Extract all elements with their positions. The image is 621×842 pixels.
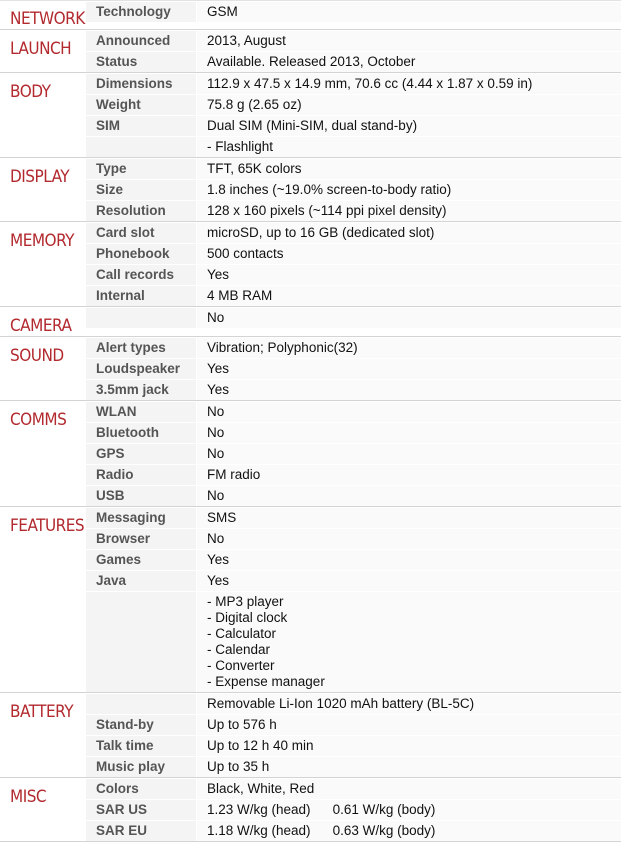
spec-label: Stand-by (86, 715, 196, 735)
spec-row (86, 115, 621, 136)
spec-section-battery (0, 693, 621, 778)
spec-row (86, 549, 621, 570)
spec-row (86, 756, 621, 777)
spec-value: GSM (196, 2, 621, 22)
spec-row (86, 358, 621, 379)
spec-value-head: 1.18 W/kg (head) (207, 823, 311, 838)
spec-section-misc (0, 778, 621, 842)
spec-label: Alert types (86, 338, 196, 358)
spec-value: SMS (196, 508, 621, 528)
spec-value (196, 821, 621, 841)
section-rows (86, 778, 621, 841)
spec-value: No (196, 529, 621, 549)
spec-row (86, 422, 621, 443)
spec-value: No (196, 402, 621, 422)
spec-value: 75.8 g (2.65 oz) (196, 95, 621, 115)
spec-row (86, 735, 621, 756)
spec-row (86, 507, 621, 528)
spec-label: Bluetooth (86, 423, 196, 443)
section-rows (86, 337, 621, 400)
spec-label: SIM (86, 116, 196, 136)
spec-section-comms (0, 401, 621, 507)
section-title: MEMORY (10, 231, 74, 251)
spec-label: Internal (86, 286, 196, 306)
spec-label: Call records (86, 265, 196, 285)
spec-value: Yes (196, 359, 621, 379)
spec-value (196, 800, 621, 820)
section-title: BATTERY (10, 702, 74, 722)
spec-label: Talk time (86, 736, 196, 756)
section-rows (86, 307, 621, 336)
spec-value: 4 MB RAM (196, 286, 621, 306)
spec-row (86, 30, 621, 51)
spec-section-memory (0, 222, 621, 307)
spec-section-launch (0, 30, 621, 73)
spec-label: Announced (86, 31, 196, 51)
section-rows (86, 158, 621, 221)
section-rows (86, 401, 621, 506)
feature-line: - MP3 player (207, 594, 284, 609)
spec-value-body: 0.61 W/kg (body) (332, 802, 436, 817)
spec-row (86, 73, 621, 94)
feature-line: - Calculator (207, 626, 277, 641)
spec-value: 500 contacts (196, 244, 621, 264)
spec-label: Resolution (86, 201, 196, 221)
spec-section-camera (0, 307, 621, 337)
spec-label: SAR EU (86, 821, 196, 841)
section-rows (86, 693, 621, 777)
section-rows (86, 507, 621, 692)
spec-value: No (196, 308, 621, 328)
section-title: CAMERA (10, 316, 72, 336)
spec-row (86, 158, 621, 179)
spec-label (86, 694, 196, 714)
spec-row (86, 570, 621, 591)
spec-value: FM radio (196, 465, 621, 485)
spec-label: GPS (86, 444, 196, 464)
spec-value: Removable Li-Ion 1020 mAh battery (BL-5C) (196, 694, 621, 714)
spec-row (86, 591, 621, 692)
spec-row (86, 243, 621, 264)
feature-line: - Expense manager (207, 674, 325, 689)
section-rows (86, 30, 621, 72)
spec-label: Colors (86, 779, 196, 799)
spec-label: Browser (86, 529, 196, 549)
spec-value: No (196, 444, 621, 464)
spec-value-head: 1.23 W/kg (head) (207, 802, 311, 817)
spec-row (86, 401, 621, 422)
spec-section-body (0, 73, 621, 158)
spec-label: Java (86, 571, 196, 591)
spec-value: Yes (196, 265, 621, 285)
spec-section-network (0, 1, 621, 30)
spec-value: 1.8 inches (~19.0% screen-to-body ratio) (196, 180, 621, 200)
spec-value: 112.9 x 47.5 x 14.9 mm, 70.6 cc (4.44 x 1.87 x 0.59 in) (196, 74, 621, 94)
section-title: FEATURES (10, 516, 85, 536)
spec-label: Card slot (86, 223, 196, 243)
spec-row (86, 285, 621, 306)
section-rows (86, 73, 621, 157)
spec-row (86, 307, 621, 328)
section-rows (86, 222, 621, 306)
spec-value: Yes (196, 550, 621, 570)
feature-line: - Digital clock (207, 610, 288, 625)
spec-row (86, 443, 621, 464)
spec-row (86, 94, 621, 115)
spec-value: Up to 35 h (196, 757, 621, 777)
spec-row (86, 485, 621, 506)
spec-label: Music play (86, 757, 196, 777)
spec-row (86, 693, 621, 714)
spec-section-sound (0, 337, 621, 401)
section-title: SOUND (10, 346, 64, 366)
spec-row (86, 528, 621, 549)
spec-section-features (0, 507, 621, 693)
spec-row (86, 337, 621, 358)
spec-value: Up to 12 h 40 min (196, 736, 621, 756)
spec-row (86, 464, 621, 485)
spec-row (86, 179, 621, 200)
spec-value-body: 0.63 W/kg (body) (332, 823, 436, 838)
spec-label: SAR US (86, 800, 196, 820)
feature-line: - Converter (207, 658, 275, 673)
spec-value: Available. Released 2013, October (196, 52, 621, 72)
spec-value: 2013, August (196, 31, 621, 51)
spec-row (86, 778, 621, 799)
spec-value: Vibration; Polyphonic(32) (196, 338, 621, 358)
spec-value: TFT, 65K colors (196, 159, 621, 179)
section-title: DISPLAY (10, 167, 70, 187)
spec-row (86, 714, 621, 735)
spec-value: - Flashlight (196, 137, 621, 157)
section-title: NETWORK (10, 9, 85, 29)
spec-row (86, 200, 621, 221)
spec-value: No (196, 423, 621, 443)
spec-value (196, 592, 621, 692)
section-rows (86, 1, 621, 29)
spec-label: Size (86, 180, 196, 200)
spec-value: Yes (196, 571, 621, 591)
spec-section-display (0, 158, 621, 222)
section-title: BODY (10, 82, 51, 102)
section-title: MISC (10, 787, 47, 807)
spec-value: 128 x 160 pixels (~114 ppi pixel density) (196, 201, 621, 221)
spec-row (86, 264, 621, 285)
spec-label: Messaging (86, 508, 196, 528)
spec-label: Loudspeaker (86, 359, 196, 379)
spec-label: Type (86, 159, 196, 179)
feature-line: - Calendar (207, 642, 271, 657)
spec-row (86, 51, 621, 72)
spec-row (86, 136, 621, 157)
section-title: LAUNCH (10, 39, 72, 59)
spec-row (86, 799, 621, 820)
spec-row (86, 1, 621, 22)
spec-label: Phonebook (86, 244, 196, 264)
spec-value: Up to 576 h (196, 715, 621, 735)
spec-row (86, 222, 621, 243)
spec-label (86, 308, 196, 328)
spec-label (86, 592, 196, 692)
spec-label: USB (86, 486, 196, 506)
spec-value: No (196, 486, 621, 506)
spec-label: Weight (86, 95, 196, 115)
spec-value: microSD, up to 16 GB (dedicated slot) (196, 223, 621, 243)
spec-label: WLAN (86, 402, 196, 422)
spec-label (86, 137, 196, 157)
spec-label: 3.5mm jack (86, 380, 196, 400)
spec-value: Dual SIM (Mini-SIM, dual stand-by) (196, 116, 621, 136)
section-title: COMMS (10, 410, 67, 430)
spec-label: Dimensions (86, 74, 196, 94)
spec-label: Technology (86, 2, 196, 22)
spec-label: Status (86, 52, 196, 72)
spec-value: Yes (196, 380, 621, 400)
spec-row (86, 379, 621, 400)
spec-value: Black, White, Red (196, 779, 621, 799)
spec-label: Games (86, 550, 196, 570)
spec-label: Radio (86, 465, 196, 485)
